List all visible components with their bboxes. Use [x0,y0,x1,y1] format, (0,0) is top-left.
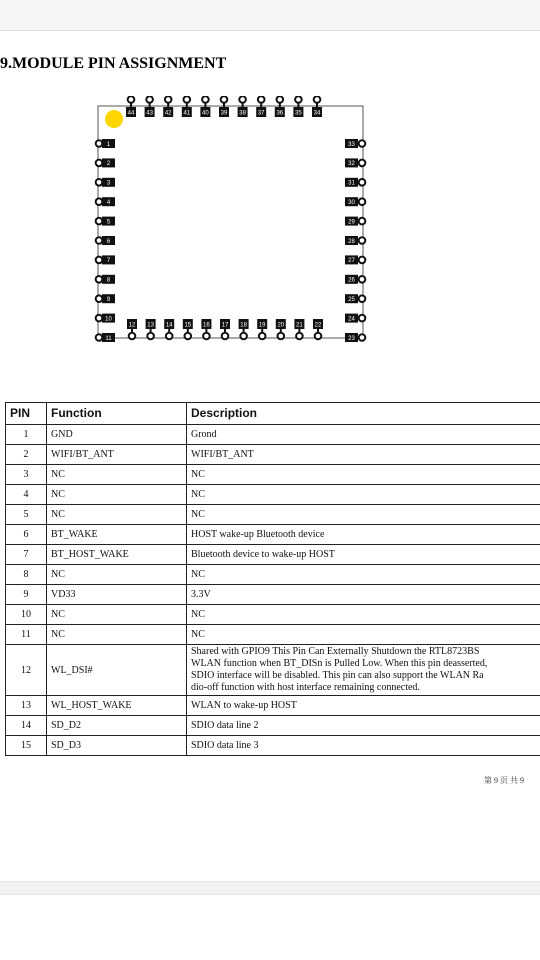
left-pin-7-label: 7 [106,258,111,265]
right-pin-33-label: 33 [348,141,355,148]
function-cell: NC [47,605,187,625]
left-pin-5-label: 5 [106,219,111,226]
left-pin-terminal [96,179,103,186]
bottom-pin-17-label: 17 [221,322,229,329]
bottom-gray-bar [0,881,540,895]
right-pin-terminal [359,179,366,186]
bottom-pin-terminal [203,333,210,340]
top-pin-lead [316,102,318,107]
pin-cell: 2 [6,445,47,465]
left-pin-terminal [96,295,103,302]
pin-cell: 7 [6,545,47,565]
bottom-pin-14-label: 14 [165,322,173,329]
pin-table [5,402,540,756]
pin-cell: 9 [6,585,47,605]
description-cell: SDIO data line 3 [187,736,540,756]
function-cell: NC [47,625,187,645]
bottom-pin-12-label: 12 [128,322,136,329]
top-pin-35-label: 35 [295,110,302,117]
left-pin-9-label: 9 [106,297,111,303]
top-pin-terminal [184,96,191,103]
top-pin-terminal [146,96,153,103]
left-pin-3-label: 3 [106,180,111,187]
top-pin-41-label: 41 [183,110,191,117]
description-cell: NC [187,605,540,625]
bottom-pin-terminal [129,333,136,340]
right-pin-30-label: 30 [348,200,355,206]
left-pin-6-label: 6 [106,238,111,245]
top-pin-lead [223,102,225,107]
function-cell: WL_HOST_WAKE [47,696,187,716]
top-pin-36-label: 36 [276,110,284,117]
pin1-marker [105,110,123,128]
description-cell: 3.3V [187,585,540,605]
page-number-footer: 第 9 页 共 9 [484,776,524,785]
right-pin-terminal [359,140,366,147]
left-pin-2-label: 2 [106,161,111,168]
description-line: WLAN function when BT_DISn is Pulled Low. When this pin deasserted, [191,658,488,669]
top-pin-43-label: 43 [146,110,153,117]
left-pin-terminal [96,198,103,205]
top-pin-40-label: 40 [202,110,209,117]
top-pin-lead [186,102,188,107]
top-pin-terminal [221,96,228,103]
top-pin-lead [279,102,281,107]
right-pin-24-label: 24 [348,316,355,323]
header-pin: PIN [6,403,47,425]
top-pin-terminal [258,96,265,103]
description-cell: WIFI/BT_ANT [187,445,540,465]
bottom-pin-13-label: 13 [147,322,154,329]
table-row [6,445,540,465]
top-pin-39-label: 39 [220,110,228,117]
function-cell: NC [47,505,187,525]
function-cell: WL_DSI# [47,645,187,696]
bottom-pin-terminal [166,333,173,340]
table-row [6,525,540,545]
right-pin-27-label: 27 [348,258,355,265]
function-cell: NC [47,465,187,485]
bottom-pin-terminal [240,333,247,340]
bottom-pin-16-label: 16 [203,322,210,329]
function-cell: GND [47,425,187,445]
table-row [6,625,540,645]
top-pin-lead [149,102,151,107]
description-cell: NC [187,565,540,585]
right-pin-terminal [359,198,366,205]
right-pin-31-label: 31 [348,180,355,187]
top-pin-terminal [202,96,209,103]
table-row [6,545,540,565]
table-row [6,605,540,625]
table-row [6,696,540,716]
top-pin-37-label: 37 [257,110,265,117]
right-pin-28-label: 28 [348,238,355,245]
bottom-pin-terminal [147,333,154,340]
description-cell: HOST wake-up Bluetooth device [187,525,540,545]
header-description: Description [187,403,540,425]
description-cell: Bluetooth device to wake-up HOST [187,545,540,565]
left-pin-terminal [96,257,103,264]
description-line: dio-off function with host interface remaining connected. [191,682,420,693]
pin-cell: 3 [6,465,47,485]
right-pin-26-label: 26 [348,277,355,284]
pin-cell: 10 [6,605,47,625]
section-title: 9.MODULE PIN ASSIGNMENT [0,55,227,72]
function-cell: SD_D2 [47,716,187,736]
description-cell: NC [187,505,540,525]
top-pin-lead [130,102,132,107]
right-pin-terminal [359,295,366,302]
top-pin-38-label: 38 [239,110,246,117]
function-cell: BT_HOST_WAKE [47,545,187,565]
top-pin-34-label: 34 [313,110,321,117]
header-function: Function [47,403,187,425]
top-pin-lead [204,102,206,107]
left-pin-4-label: 4 [106,200,111,206]
pin-cell: 8 [6,565,47,585]
right-pin-terminal [359,237,366,244]
top-pin-lead [167,102,169,107]
left-pin-terminal [96,334,103,341]
bottom-pin-terminal [259,333,266,340]
pin-cell: 13 [6,696,47,716]
function-cell: WIFI/BT_ANT [47,445,187,465]
table-row [6,425,540,445]
left-pin-terminal [96,140,103,147]
pin-cell: 1 [6,425,47,445]
left-pin-terminal [96,237,103,244]
table-row [6,716,540,736]
function-cell: VD33 [47,585,187,605]
bottom-pin-22-label: 22 [314,322,322,329]
document-page [0,31,540,881]
description-cell: NC [187,465,540,485]
top-pin-lead [242,102,244,107]
bottom-pin-terminal [315,333,322,340]
description-cell: Grond [187,425,540,445]
top-pin-42-label: 42 [164,110,172,117]
right-pin-32-label: 32 [348,161,355,168]
function-cell: NC [47,485,187,505]
table-header-row [6,403,540,425]
top-pin-terminal [277,96,284,103]
top-pin-44-label: 44 [127,110,135,117]
function-cell: BT_WAKE [47,525,187,545]
right-pin-terminal [359,276,366,283]
right-pin-29-label: 29 [348,219,355,226]
bottom-pin-15-label: 15 [184,322,192,329]
top-pin-terminal [295,96,302,103]
top-pin-terminal [165,96,172,103]
function-cell: NC [47,565,187,585]
left-pin-1-label: 1 [106,141,111,148]
bottom-pin-20-label: 20 [277,322,285,329]
table-row [6,565,540,585]
bottom-pin-terminal [222,333,229,340]
right-pin-terminal [359,257,366,264]
function-cell: SD_D3 [47,736,187,756]
table-row [6,736,540,756]
description-cell: SDIO data line 2 [187,716,540,736]
top-pin-lead [297,102,299,107]
module-pin-diagram [90,96,380,376]
bottom-pin-terminal [278,333,285,340]
pin-cell: 14 [6,716,47,736]
pin-cell: 6 [6,525,47,545]
bottom-pin-terminal [185,333,192,340]
top-pin-terminal [128,96,135,103]
left-pin-terminal [96,160,103,167]
description-cell [187,645,540,696]
right-pin-terminal [359,334,366,341]
right-pin-23-label: 23 [348,335,355,342]
bottom-pin-19-label: 19 [258,322,266,329]
left-pin-terminal [96,315,103,322]
description-cell: NC [187,625,540,645]
top-gray-bar [0,0,540,31]
table-row [6,645,540,696]
pin-cell: 12 [6,645,47,696]
right-pin-terminal [359,315,366,322]
top-pin-terminal [314,96,321,103]
left-pin-8-label: 8 [106,277,111,284]
pin-cell: 4 [6,485,47,505]
right-pin-terminal [359,160,366,167]
description-cell: WLAN to wake-up HOST [187,696,540,716]
left-pin-terminal [96,218,103,225]
bottom-pin-18-label: 18 [240,322,247,329]
pin-cell: 11 [6,625,47,645]
right-pin-terminal [359,218,366,225]
module-outline [98,106,363,338]
top-pin-terminal [239,96,246,103]
bottom-pin-terminal [296,333,303,340]
table-row [6,585,540,605]
description-line: Shared with GPIO9 This Pin Can Externally Shutdown the RTL8723BS [191,646,480,657]
table-row [6,465,540,485]
left-pin-terminal [96,276,103,283]
right-pin-25-label: 25 [348,297,355,303]
description-cell: NC [187,485,540,505]
table-row [6,505,540,525]
description-line: SDIO interface will be disabled. This pin can also support the WLAN Ra [191,670,484,681]
top-pin-lead [260,102,262,107]
bottom-pin-21-label: 21 [296,322,303,329]
pin-cell: 5 [6,505,47,525]
left-pin-10-label: 10 [105,316,112,323]
pin-cell: 15 [6,736,47,756]
left-pin-11-label: 11 [105,335,112,342]
table-row [6,485,540,505]
